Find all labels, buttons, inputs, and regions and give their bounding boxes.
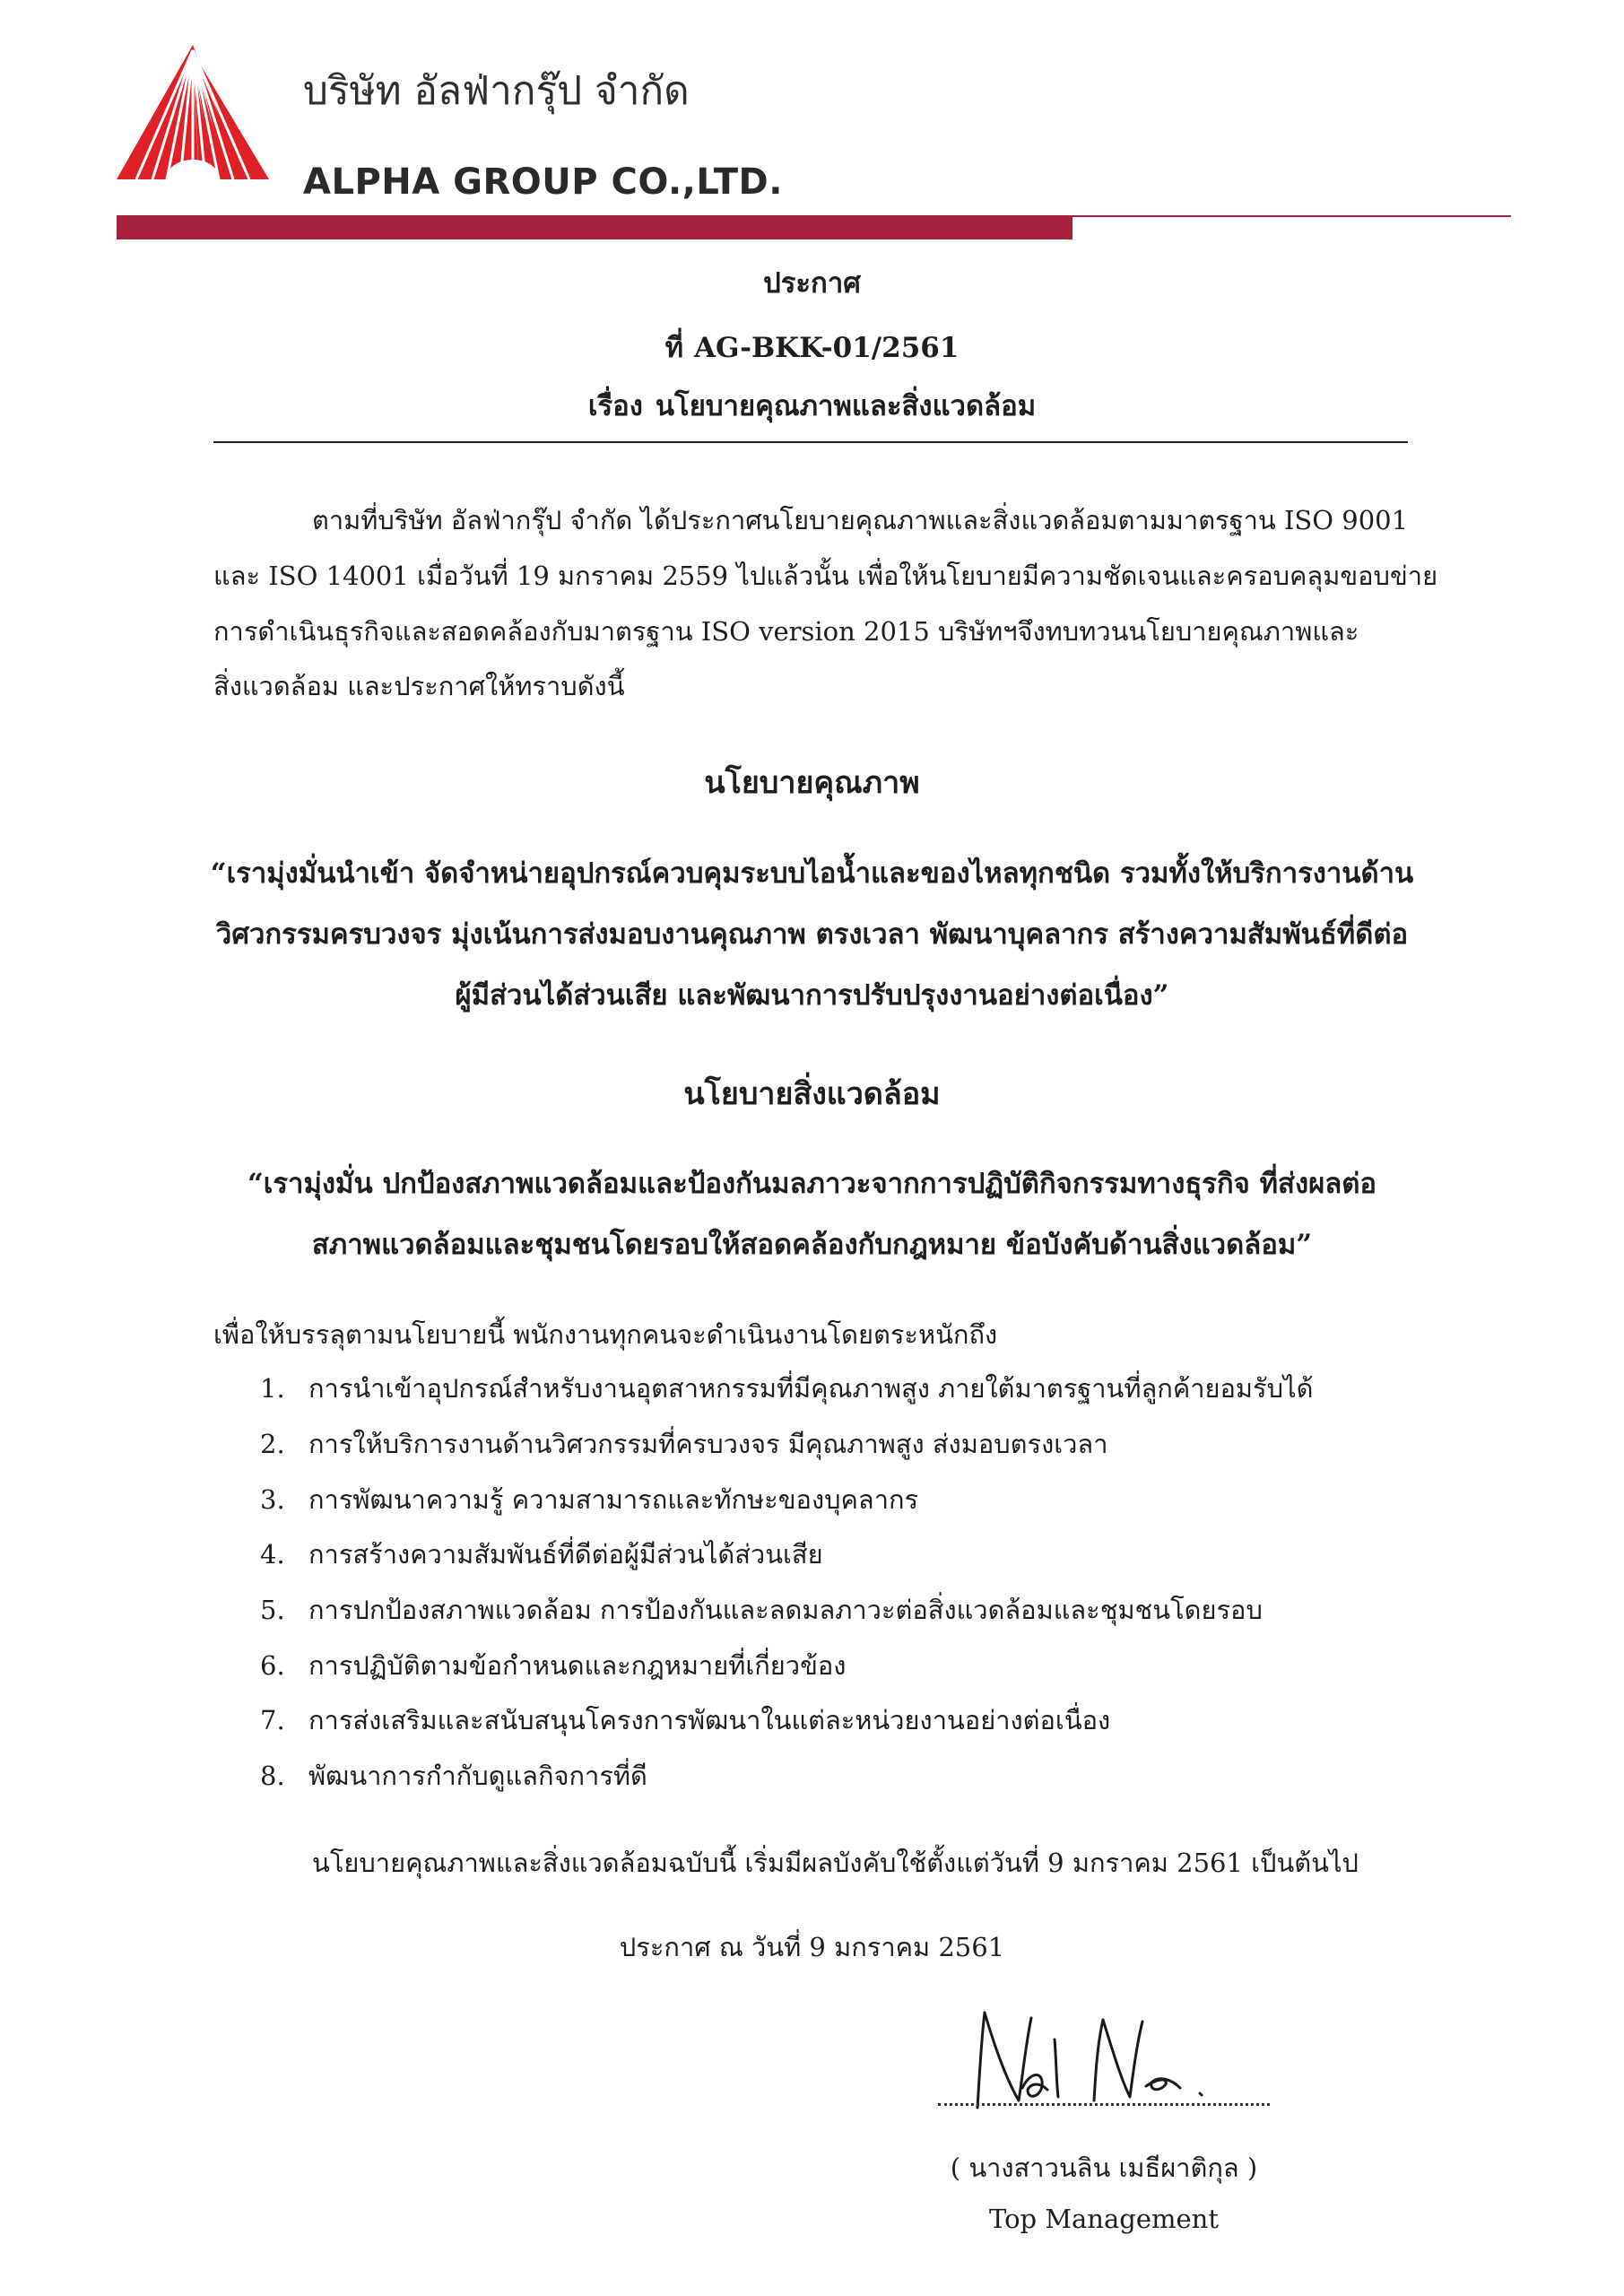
list-item (260, 1479, 918, 1520)
alpha-group-logo-icon (117, 45, 269, 188)
reference-code: AG-BKK-01/2561 (694, 332, 960, 364)
list-item-number: 6. (260, 1650, 285, 1681)
list-item-number: 1. (260, 1373, 285, 1404)
intro-line: ตามที่บริษัท อัลฟ่ากรุ๊ป จำกัด ได้ประกาศนโยบายคุณภาพและสิ่งแวดล้อมตามมาตรฐาน ISO 9001 (312, 505, 1409, 535)
list-item-text: การพัฒนาความรู้ ความสามารถและทักษะของบุคลากร (308, 1484, 919, 1515)
signer-name: ( นางสาวนลิน เมธีผาติกุล ) (950, 2152, 1258, 2183)
intro-line: การดำเนินธุรกิจและสอดคล้องกับมาตรฐาน ISO version 2015 บริษัทฯจึงทบทวนนโยบายคุณภาพและ (213, 616, 1359, 647)
announcement-title: ประกาศ (763, 267, 861, 300)
quality-policy-title: นโยบายคุณภาพ (704, 765, 920, 801)
list-item-number: 3. (260, 1484, 285, 1515)
environment-policy-title: นโยบายสิ่งแวดล้อม (683, 1076, 941, 1112)
list-item-number: 8. (260, 1761, 285, 1791)
reference-number (0, 325, 1624, 370)
signer-role: Top Management (988, 2204, 1219, 2234)
letterhead-bar (117, 215, 1073, 239)
list-item-text: การให้บริการงานด้านวิศวกรรมที่ครบวงจร มีคุณภาพสูง ส่งมอบตรงเวลา (308, 1429, 1108, 1459)
subject-text: นโยบายคุณภาพและสิ่งแวดล้อม (655, 390, 1037, 422)
quality-policy-line: วิศวกรรมครบวงจร มุ่งเน้นการส่งมอบงานคุณภาพ ตรงเวลา พัฒนาบุคลากร สร้างความสัมพันธ์ที่ดีต่อ (215, 918, 1409, 951)
list-item-number: 5. (260, 1595, 285, 1625)
announcement-date: ประกาศ ณ วันที่ 9 มกราคม 2561 (619, 1932, 1005, 1962)
company-name-thai: บริษัท อัลฟ่ากรุ๊ป จำกัด (303, 68, 690, 114)
list-item-number: 4. (260, 1539, 285, 1570)
list-item (260, 1368, 1313, 1409)
list-item-text: การสร้างความสัมพันธ์ที่ดีต่อผู้มีส่วนได้ส่วนเสีย (308, 1539, 823, 1570)
list-item (260, 1534, 823, 1575)
list-item-text: การปฏิบัติตามข้อกำหนดและกฎหมายที่เกี่ยวข้อง (308, 1650, 847, 1681)
list-item (260, 1423, 1107, 1465)
reference-label: ที่ (664, 332, 683, 364)
company-name-english: ALPHA GROUP CO.,LTD. (303, 161, 783, 203)
letterhead-line (1073, 215, 1511, 217)
list-item (260, 1589, 1263, 1631)
handwritten-signature (968, 2007, 1229, 2115)
list-item-number: 2. (260, 1429, 285, 1459)
effective-date-statement: นโยบายคุณภาพและสิ่งแวดล้อมฉบับนี้ เริ่มมีผลบังคับใช้ตั้งแต่วันที่ 9 มกราคม 2561 เป็นต้นไป (312, 1848, 1359, 1878)
list-item-text: การส่งเสริมและสนับสนุนโครงการพัฒนาในแต่ละหน่วยงานอย่างต่อเนื่อง (308, 1705, 1111, 1735)
intro-line: สิ่งแวดล้อม และประกาศให้ทราบดังนี้ (213, 671, 625, 701)
list-item (260, 1645, 846, 1686)
quality-policy-line: “เรามุ่งมั่นนำเข้า จัดจำหน่ายอุปกรณ์ควบคุมระบบไอน้ำและของไหลทุกชนิด รวมทั้งให้บริการงานด้าน (210, 857, 1414, 890)
environment-policy-line: สภาพแวดล้อมและชุมชนโดยรอบให้สอดคล้องกับกฎหมาย ข้อบังคับด้านสิ่งแวดล้อม” (311, 1229, 1313, 1261)
list-item-text: การนำเข้าอุปกรณ์สำหรับงานอุตสาหกรรมที่มีคุณภาพสูง ภายใต้มาตรฐานที่ลูกค้ายอมรับได้ (308, 1373, 1314, 1404)
list-item-number: 7. (260, 1705, 285, 1735)
subject-line (0, 383, 1624, 428)
environment-policy-line: “เรามุ่งมั่น ปกป้องสภาพแวดล้อมและป้องกันมลภาวะจากการปฏิบัติกิจกรรมทางธุรกิจ ที่ส่งผลต่อ (247, 1168, 1377, 1200)
signature-line (938, 2103, 1270, 2106)
heading-divider (213, 441, 1408, 443)
list-item-text: พัฒนาการกำกับดูแลกิจการที่ดี (308, 1761, 647, 1791)
intro-line: และ ISO 14001 เมื่อวันที่ 19 มกราคม 2559 ไปแล้วนั้น เพื่อให้นโยบายมีความชัดเจนและครอบคลุมขอบข่าย (213, 561, 1438, 591)
subject-label: เรื่อง (587, 390, 643, 422)
list-item-text: การปกป้องสภาพแวดล้อม การป้องกันและลดมลภาวะต่อสิ่งแวดล้อมและชุมชนโดยรอบ (308, 1595, 1263, 1625)
list-item (260, 1700, 1110, 1741)
quality-policy-line: ผู้มีส่วนได้ส่วนเสีย และพัฒนาการปรับปรุงงานอย่างต่อเนื่อง” (455, 979, 1169, 1012)
commitments-lead: เพื่อให้บรรลุตามนโยบายนี้ พนักงานทุกคนจะดำเนินงานโดยตระหนักถึง (213, 1319, 998, 1350)
list-item (260, 1755, 647, 1796)
